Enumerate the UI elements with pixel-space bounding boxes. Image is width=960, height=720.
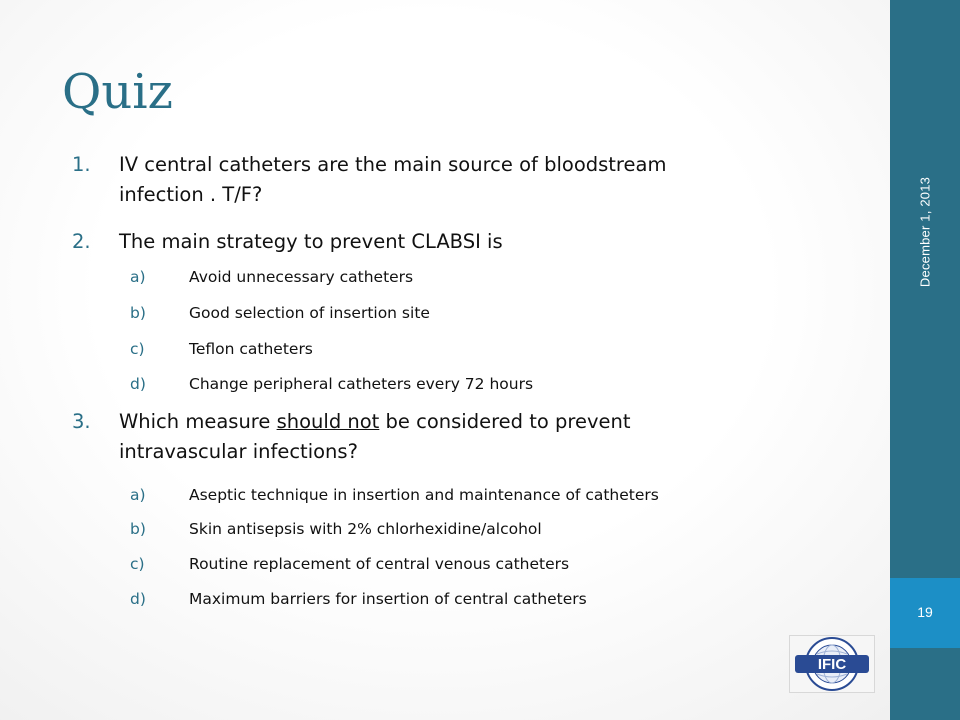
option-letter: b) <box>130 304 146 322</box>
page-number: 19 <box>917 604 933 620</box>
question-line <box>119 407 809 437</box>
option-text: Routine replacement of central venous catheters <box>189 555 570 573</box>
option-letter: c) <box>130 340 145 358</box>
option-text: Teflon catheters <box>189 340 313 358</box>
option-text: Aseptic technique in insertion and maintenance of catheters <box>189 486 659 504</box>
option-text: Good selection of insertion site <box>189 304 430 322</box>
underlined-emphasis: should not <box>276 410 380 433</box>
logo-text: IFIC <box>817 656 847 673</box>
question-number: 2. <box>72 230 91 253</box>
option-letter: c) <box>130 555 145 573</box>
option-text: Avoid unnecessary catheters <box>189 268 414 286</box>
question-number: 1. <box>72 153 91 176</box>
option-text: Maximum barriers for insertion of central catheters <box>189 590 587 608</box>
option-text: Change peripheral catheters every 72 hours <box>189 375 534 393</box>
question-line: IV central catheters are the main source of bloodstream <box>119 153 667 176</box>
question-text <box>119 150 809 210</box>
question-text <box>119 407 809 467</box>
option-letter: a) <box>130 268 146 286</box>
option-letter: d) <box>130 375 146 393</box>
option-letter: d) <box>130 590 146 608</box>
option-letter: a) <box>130 486 146 504</box>
ific-logo <box>789 635 875 693</box>
option-text: Skin antisepsis with 2% chlorhexidine/alcohol <box>189 520 542 538</box>
option-letter: b) <box>130 520 146 538</box>
date-text: December 1, 2013 <box>917 176 933 288</box>
question-text-part: be considered to prevent <box>379 410 631 433</box>
question-text: The main strategy to prevent CLABSI is <box>119 230 503 253</box>
question-line: infection . T/F? <box>119 183 263 206</box>
question-line: intravascular infections? <box>119 440 358 463</box>
ific-logo-graphic <box>790 636 874 692</box>
slide-title: Quiz <box>62 64 173 120</box>
page-number-box <box>890 578 960 648</box>
question-text-part: Which measure <box>119 410 277 433</box>
question-number: 3. <box>72 410 91 433</box>
